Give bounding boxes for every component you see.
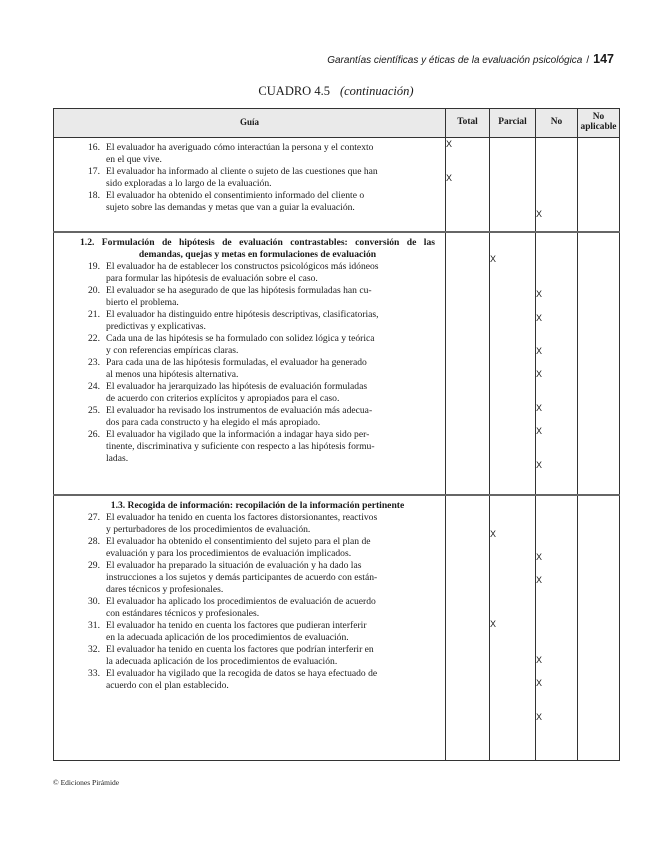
checklist-item [80,596,435,620]
item-number: 21. [88,308,100,320]
section-heading: 1.3. Recogida de información: recopilación de la información pertinente [110,499,405,511]
check-mark: X [536,425,543,436]
check-mark: X [536,288,543,299]
check-mark: X [536,312,543,323]
na-cell [578,495,620,761]
item-text-line: con estándares técnicos y profesionales. [106,607,260,619]
check-mark: X [536,551,543,562]
page-number: 147 [593,52,614,66]
item-text [106,333,435,357]
item-text-line: El evaluador ha revisado los instrumentos de evaluación más adecua- [106,404,373,416]
col-header-parcial: Parcial [490,109,536,138]
item-text [106,357,435,381]
check-mark: X [536,402,543,413]
checklist-item [80,560,435,596]
checklist-item [80,668,435,692]
section-heading: 1.2. Formulación de hipótesis de evaluación contrastables: conversión de las demandas, quejas y metas en formulaciones de evaluación [80,236,435,260]
caption-label: CUADRO 4.5 [258,84,330,98]
check-mark: X [536,368,543,379]
checklist-item [80,644,435,668]
check-mark: X [490,528,497,539]
total-cell [446,232,490,495]
item-number: 24. [88,380,100,392]
item-number: 16. [88,142,100,153]
item-text-line: El evaluador ha de establecer los constructos psicológicos más idóneos [106,260,379,272]
total-cell [446,138,490,232]
header-title: Garantías científicas y éticas de la evaluación psicológica [327,55,583,66]
item-text-line: El evaluador ha distinguido entre hipótesis descriptivas, clasificatorias, [106,308,379,320]
item-number: 33. [88,667,100,679]
item-number: 17. [88,166,100,177]
item-number: 32. [88,643,100,655]
copyright-footer: © Ediciones Pirámide [53,778,120,787]
checklist-item [80,309,435,333]
col-header-total: Total [446,109,490,138]
item-text-line: tinente, discriminativa y suficiente con respecto a las hipótesis formu- [106,440,375,452]
item-text [106,381,435,405]
item-text [106,536,435,560]
checklist-item [80,333,435,357]
item-text-line: ladas. [106,452,129,464]
section-guia-cell [54,495,446,761]
total-cell [446,495,490,761]
check-mark: X [536,711,543,722]
col-header-guia: Guía [54,109,446,138]
item-text-line: acuerdo con el plan establecido. [106,679,229,691]
item-number: 27. [88,511,100,523]
item-text [106,309,435,333]
item-text-line: y con referencias empíricas claras. [106,344,239,356]
item-text-line: y perturbadores de los procedimientos de evaluación. [106,523,311,535]
item-number: 20. [88,284,100,296]
item-text-line: de acuerdo con criterios explícitos y apropiados para el caso. [106,392,340,404]
item-number: 22. [88,332,100,344]
section-row-3 [54,495,620,761]
item-number: 25. [88,404,100,416]
item-number: 18. [88,190,100,201]
caption-continuation: (continuación) [339,84,414,98]
item-text [106,166,435,190]
item-number: 26. [88,428,100,440]
item-text [106,405,435,429]
item-text-line: El evaluador ha vigilado que la recogida de datos se haya efectuado de [106,667,378,679]
section-row-2 [54,232,620,495]
item-text-line: El evaluador ha aplicado los procedimientos de evaluación de acuerdo [106,595,376,607]
item-text [106,560,435,596]
checklist-item [80,261,435,285]
checklist-item [80,536,435,560]
item-text [106,429,435,465]
item-number: 28. [88,535,100,547]
running-header [0,52,614,66]
table-header-row [54,109,620,138]
item-text-line: evaluación y para los procedimientos de evaluación implicados. [106,547,352,559]
parcial-cell [490,495,536,761]
table-caption [0,84,672,99]
checklist-item [80,381,435,405]
item-text-line: sido exploradas a lo largo de la evaluación. [106,178,272,189]
checklist-item [80,512,435,536]
item-text-line: dos para cada constructo y ha elegido el más apropiado. [106,416,321,428]
col-header-na-line2: aplicable [580,122,617,132]
item-number: 30. [88,595,100,607]
item-text [106,512,435,536]
item-text-line: dares técnicos y profesionales. [106,583,224,595]
checklist-item [80,285,435,309]
item-text-line: El evaluador ha vigilado que la información a indagar haya sido per- [106,428,370,440]
item-text [106,142,435,166]
item-text-line: El evaluador ha tenido en cuenta los factores distorsionantes, reactivos [106,511,378,523]
checklist-item [80,405,435,429]
item-text-line: El evaluador ha tenido en cuenta los factores que podrían interferir en [106,643,374,655]
item-text-line: sujeto sobre las demandas y metas que van a guiar la evaluación. [106,202,355,213]
check-mark: X [536,345,543,356]
check-mark: X [490,253,497,264]
item-text-line: El evaluador ha obtenido el consentimiento informado del cliente o [106,190,365,201]
item-text [106,620,435,644]
parcial-cell [490,138,536,232]
parcial-cell [490,232,536,495]
section-guia-cell [54,138,446,232]
section-guia-cell [54,232,446,495]
item-text-line: El evaluador ha preparado la situación de evaluación y ha dado las [106,559,362,571]
item-text-line: El evaluador se ha asegurado de que las hipótesis formuladas han cu- [106,284,372,296]
item-text-line: El evaluador ha obtenido el consentimiento del sujeto para el plan de [106,535,371,547]
header-separator: / [586,55,590,66]
item-text-line: la adecuada aplicación de los procedimientos de evaluación. [106,655,338,667]
checklist-item [80,142,435,166]
item-number: 23. [88,356,100,368]
item-text-line: El evaluador ha jerarquizado las hipótesis de evaluación formuladas [106,380,368,392]
item-text-line: en la adecuada aplicación de los procedimientos de evaluación. [106,631,349,643]
checklist-item [80,166,435,190]
col-header-no: No [536,109,578,138]
item-text-line: al menos una hipótesis alternativa. [106,368,239,380]
item-text-line: El evaluador ha tenido en cuenta los factores que pudieran interferir [106,619,367,631]
check-mark: X [536,209,543,219]
item-text-line: instrucciones a los sujetos y demás participantes de acuerdo con están- [106,571,378,583]
section-row-1 [54,138,620,232]
check-mark: X [536,459,543,470]
check-mark: X [536,677,543,688]
item-text [106,596,435,620]
item-text [106,190,435,214]
no-cell [536,495,578,761]
check-mark: X [446,139,453,149]
na-cell [578,232,620,495]
col-header-no-aplicable [578,109,620,138]
col-header-na-line1: No [592,112,605,123]
item-text [106,285,435,309]
checklist-item [80,357,435,381]
item-number: 29. [88,559,100,571]
item-number: 31. [88,619,100,631]
check-mark: X [490,618,497,629]
check-mark: X [536,654,543,665]
item-text-line: bierto el problema. [106,296,179,308]
checklist-item [80,190,435,214]
item-text-line: Cada una de las hipótesis se ha formulado con solidez lógica y teórica [106,332,375,344]
item-text-line: El evaluador ha averiguado cómo interactúan la persona y el contexto [106,142,374,153]
no-cell [536,138,578,232]
checklist-item [80,620,435,644]
item-text-line: El evaluador ha informado al cliente o sujeto de las cuestiones que han [106,166,378,177]
check-mark: X [536,574,543,585]
item-text-line: predictivas y explicativas. [106,320,206,332]
na-cell [578,138,620,232]
no-cell [536,232,578,495]
checklist-item [80,429,435,465]
item-text [106,668,435,692]
item-text [106,644,435,668]
item-text-line: para formular las hipótesis de evaluación sobre el caso. [106,272,318,284]
item-text-line: en el que vive. [106,154,162,165]
checklist-table [53,108,620,761]
item-text-line: Para cada una de las hipótesis formuladas, el evaluador ha generado [106,356,367,368]
item-number: 19. [88,260,100,272]
item-text [106,261,435,285]
check-mark: X [446,173,453,183]
